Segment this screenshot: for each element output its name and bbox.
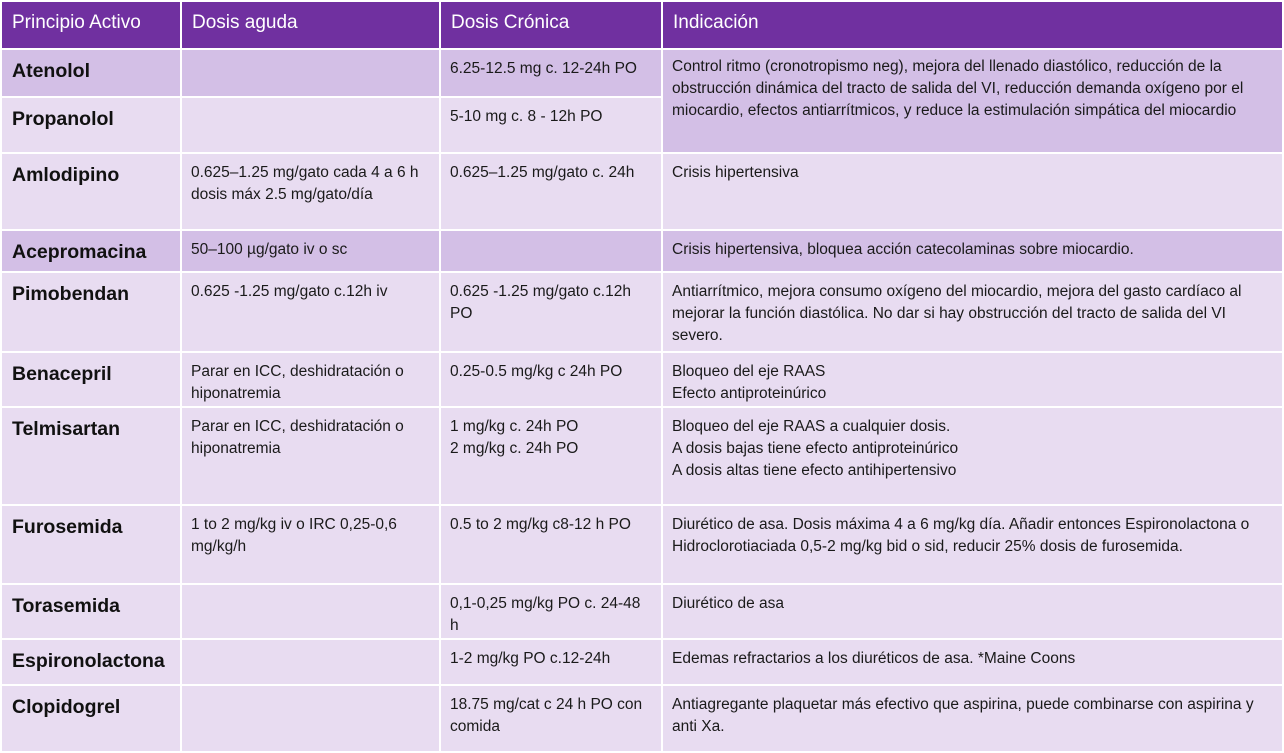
- acute-dose: [181, 639, 440, 685]
- indication: [662, 407, 1283, 505]
- acute-dose: [181, 49, 440, 97]
- chronic-line: 1 mg/kg c. 24h PO: [450, 418, 579, 435]
- indication-line: A dosis altas tiene efecto antihipertensivo: [672, 462, 957, 479]
- chronic-dose: [440, 407, 662, 505]
- acute-dose: [181, 685, 440, 752]
- table-row: [1, 49, 1283, 97]
- table-row: [1, 230, 1283, 272]
- chronic-dose: 5-10 mg c. 8 - 12h PO: [440, 97, 662, 153]
- indication: Crisis hipertensiva: [662, 153, 1283, 230]
- table-row: [1, 272, 1283, 352]
- indication-line: A dosis bajas tiene efecto antiproteinúrico: [672, 440, 959, 457]
- chronic-dose: 0.5 to 2 mg/kg c8-12 h PO: [440, 505, 662, 584]
- indication: Antiagregante plaquetar más efectivo que aspirina, puede combinarse con aspirina y anti Xa.: [662, 685, 1283, 752]
- drug-name: Amlodipino: [1, 153, 181, 230]
- chronic-dose: [440, 230, 662, 272]
- indication: Crisis hipertensiva, bloquea acción catecolaminas sobre miocardio.: [662, 230, 1283, 272]
- drug-name: Clopidogrel: [1, 685, 181, 752]
- table-row: [1, 639, 1283, 685]
- acute-dose: 0.625 -1.25 mg/gato c.12h iv: [181, 272, 440, 352]
- table-row: [1, 153, 1283, 230]
- chronic-dose: 0,1-0,25 mg/kg PO c. 24-48 h: [440, 584, 662, 639]
- indication: Antiarrítmico, mejora consumo oxígeno del miocardio, mejora del gasto cardíaco al mejorar la función diastólica. No dar si hay obstrucción del tracto de salida del VI severo.: [662, 272, 1283, 352]
- drug-name: Propanolol: [1, 97, 181, 153]
- indication: [662, 352, 1283, 407]
- acute-dose: [181, 584, 440, 639]
- table-row: [1, 584, 1283, 639]
- table-row: [1, 352, 1283, 407]
- drug-name: Espironolactona: [1, 639, 181, 685]
- acute-dose: 1 to 2 mg/kg iv o IRC 0,25-0,6 mg/kg/h: [181, 505, 440, 584]
- drug-name: Pimobendan: [1, 272, 181, 352]
- drug-name: Torasemida: [1, 584, 181, 639]
- chronic-dose: 1-2 mg/kg PO c.12-24h: [440, 639, 662, 685]
- drug-name: Furosemida: [1, 505, 181, 584]
- header-dosis-cronica: Dosis Crónica: [440, 1, 662, 49]
- acute-dose: Parar en ICC, deshidratación o hiponatremia: [181, 352, 440, 407]
- acute-dose: [181, 97, 440, 153]
- indication-line: Efecto antiproteinúrico: [672, 385, 827, 402]
- indication-line: Bloqueo del eje RAAS: [672, 363, 826, 380]
- header-indicacion: Indicación: [662, 1, 1283, 49]
- table-row: [1, 685, 1283, 752]
- table-header-row: [1, 1, 1283, 49]
- indication: Diurético de asa. Dosis máxima 4 a 6 mg/kg día. Añadir entonces Espironolactona o Hidroclorotiaciada 0,5-2 mg/kg bid o sid, reducir 25% dosis de furosemida.: [662, 505, 1283, 584]
- indication-line: Bloqueo del eje RAAS a cualquier dosis.: [672, 418, 951, 435]
- chronic-dose: 0.25-0.5 mg/kg c 24h PO: [440, 352, 662, 407]
- chronic-dose: 0.625–1.25 mg/gato c. 24h: [440, 153, 662, 230]
- chronic-dose: 6.25-12.5 mg c. 12-24h PO: [440, 49, 662, 97]
- drug-name: Telmisartan: [1, 407, 181, 505]
- drug-name: Acepromacina: [1, 230, 181, 272]
- chronic-dose: 0.625 -1.25 mg/gato c.12h PO: [440, 272, 662, 352]
- drug-name: Atenolol: [1, 49, 181, 97]
- indication: Edemas refractarios a los diuréticos de asa. *Maine Coons: [662, 639, 1283, 685]
- chronic-dose: 18.75 mg/cat c 24 h PO con comida: [440, 685, 662, 752]
- table-row: [1, 505, 1283, 584]
- acute-dose: 0.625–1.25 mg/gato cada 4 a 6 h dosis máx 2.5 mg/gato/día: [181, 153, 440, 230]
- indication: Diurético de asa: [662, 584, 1283, 639]
- acute-dose: 50–100 µg/gato iv o sc: [181, 230, 440, 272]
- header-dosis-aguda: Dosis aguda: [181, 1, 440, 49]
- acute-dose: Parar en ICC, deshidratación o hiponatremia: [181, 407, 440, 505]
- drug-name: Benacepril: [1, 352, 181, 407]
- chronic-line: 2 mg/kg c. 24h PO: [450, 440, 579, 457]
- header-principio-activo: Principio Activo: [1, 1, 181, 49]
- table-row: [1, 407, 1283, 505]
- indication: Control ritmo (cronotropismo neg), mejora del llenado diastólico, reducción de la obstrucción dinámica del tracto de salida del VI, reducción demanda oxígeno por el miocardio, efectos antiarrítmicos, y reduce la estimulación simpática del miocardio: [662, 49, 1283, 153]
